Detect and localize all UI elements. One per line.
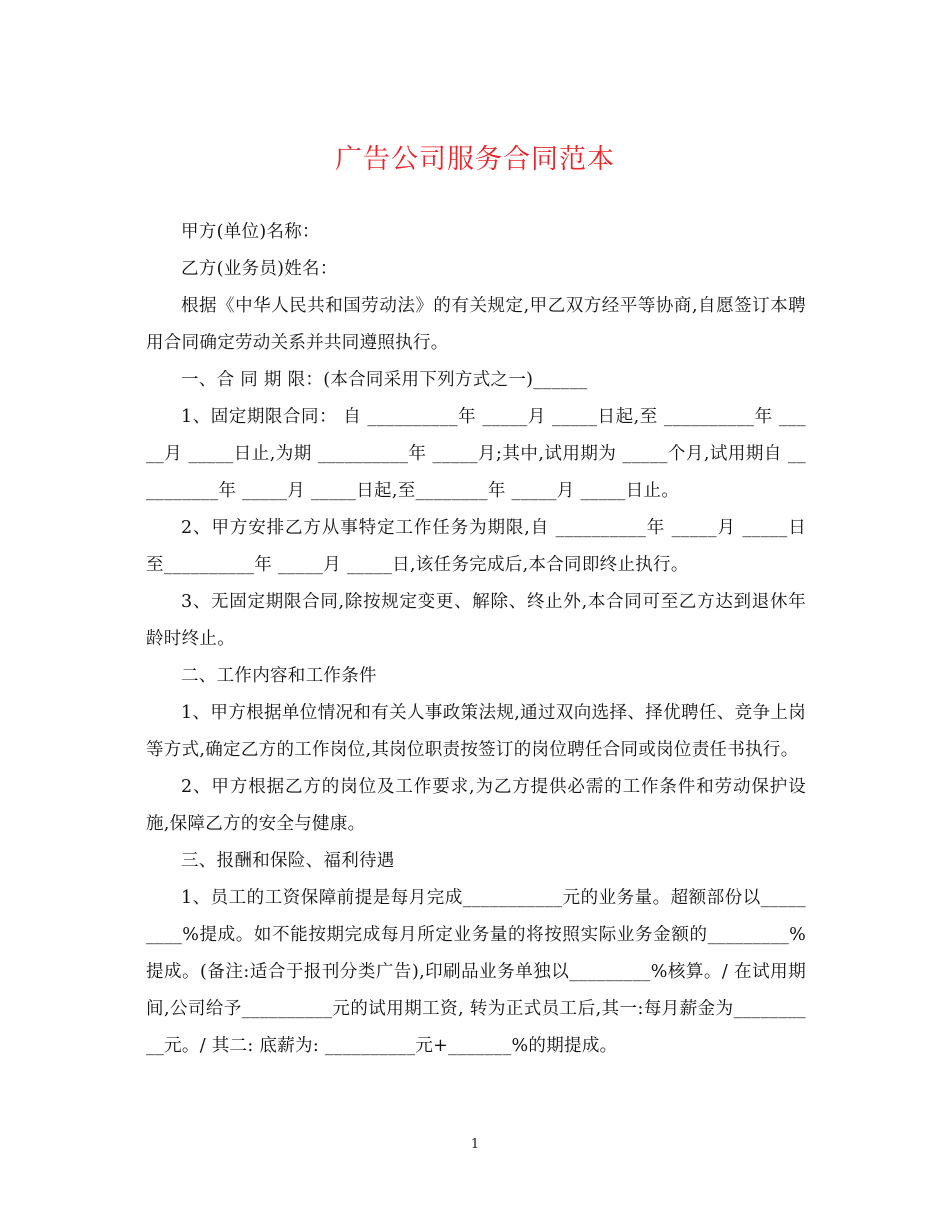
intro-paragraph: 根据《中华人民共和国劳动法》的有关规定,甲乙双方经平等协商,自愿签订本聘用合同确定劳动关系并共同遵照执行。 [146, 296, 806, 353]
party-a-name-line: 甲方(单位)名称： [181, 222, 320, 242]
document-title: 广告公司服务合同范本 [335, 144, 615, 175]
page-number: 1 [470, 1137, 480, 1152]
document-body [146, 214, 806, 1065]
clause-1-1: 1、固定期限合同： 自 __________年 _____月 _____日起,至 __________年 _____月 _____日止,为期 __________年 _____月;其中,试用期为 _____个月,试用期自 __________年 _____月 _____日起,至________年 _____月 _____日止。 [146, 407, 806, 501]
clause-2-1: 1、甲方根据单位情况和有关人事政策法规,通过双向选择、择优聘任、竞争上岗等方式,确定乙方的工作岗位,其岗位职责按签订的岗位聘任合同或岗位责任书执行。 [146, 703, 806, 760]
section-3-heading: 三、报酬和保险、福利待遇 [181, 851, 395, 871]
clause-1-2: 2、甲方安排乙方从事特定工作任务为期限,自 __________年 _____月 _____日至__________年 _____月 _____日,该任务完成后,本合同即终止执行。 [146, 518, 806, 575]
clause-2-2: 2、甲方根据乙方的岗位及工作要求,为乙方提供必需的工作条件和劳动保护设施,保障乙方的安全与健康。 [146, 777, 806, 834]
section-2-heading: 二、工作内容和工作条件 [181, 666, 377, 686]
clause-3-1: 1、员工的工资保障前提是每月完成___________元的业务量。超额部份以_________%提成。如不能按期完成每月所定业务量的将按照实际业务金额的_________%提成。(备注:适合于报刊分类广告),印刷品业务单独以_________%核算。/ 在试用期间,公司给予__________元的试用期工资, 转为正式员工后,其一:每月薪金为__________元。/ 其二: 底薪为: __________元+_______%的期提成。 [146, 888, 806, 1056]
section-1-heading: 一、合 同 期 限：(本合同采用下列方式之一)______ [181, 370, 588, 390]
clause-1-3: 3、无固定期限合同,除按规定变更、解除、终止外,本合同可至乙方达到退休年龄时终止。 [146, 592, 806, 649]
party-b-name-line: 乙方(业务员)姓名： [181, 259, 338, 279]
